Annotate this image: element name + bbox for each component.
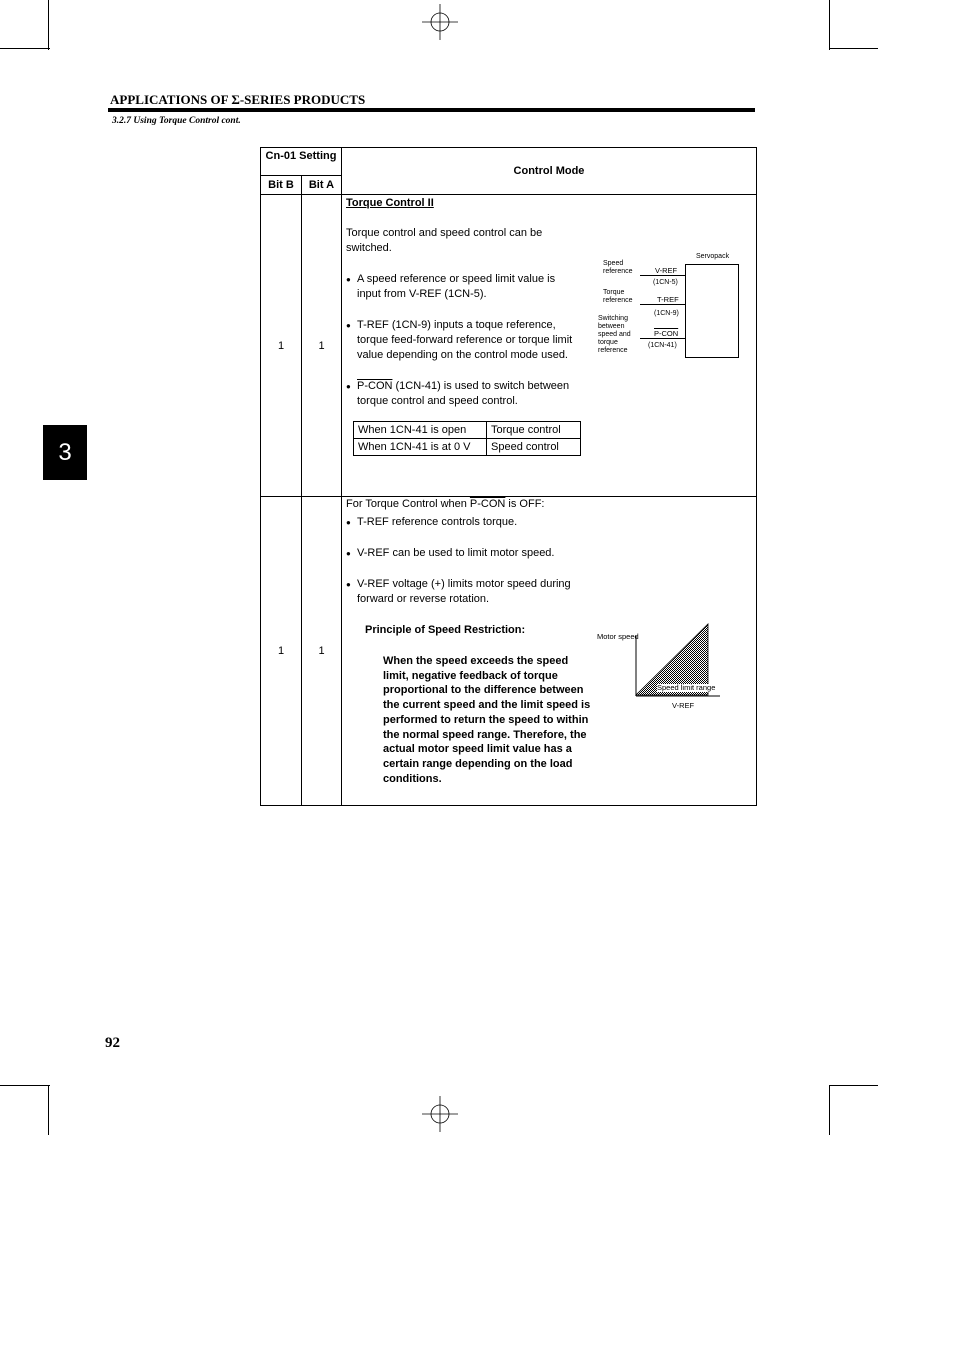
bullet-vref: ● A speed reference or speed limit value is input from V-REF (1CN-5). bbox=[346, 272, 582, 302]
header-control-mode: Control Mode bbox=[342, 148, 757, 195]
pcon-diagram-signal: P-CON bbox=[654, 329, 679, 338]
page-number: 92 bbox=[105, 1035, 120, 1051]
table-row bbox=[261, 195, 757, 497]
principle-text: When the speed exceeds the speed limit, negative feedback of torque proportional to the difference between the current speed and the limit speed is performed to return the speed to within the normal speed range. Therefore, the actual motor speed limit value has a certain range depending on the load conditions. bbox=[383, 655, 591, 785]
switch-mode: Torque control bbox=[487, 422, 581, 439]
mode-intro: Torque control and speed control can be switched. bbox=[346, 227, 543, 254]
tref-line bbox=[640, 304, 685, 305]
header-bit-a: Bit A bbox=[302, 176, 342, 195]
torque-reference-label: Torque reference bbox=[603, 289, 633, 304]
principle-title: Principle of Speed Restriction: bbox=[365, 624, 526, 636]
vref-line bbox=[640, 275, 685, 276]
graph-range-label: Speed limit range bbox=[657, 683, 716, 692]
registration-mark-bottom bbox=[422, 1096, 458, 1132]
torque-intro: For Torque Control when P-CON is OFF: bbox=[346, 498, 545, 510]
mode-heading: Torque Control II bbox=[346, 197, 434, 209]
graph-x-label: V-REF bbox=[672, 701, 695, 710]
row2-bit-a: 1 bbox=[302, 497, 342, 806]
header-bit-b: Bit B bbox=[261, 176, 302, 195]
bullet-tref-torque: ● T-REF reference controls torque. bbox=[346, 515, 586, 530]
tref-pin: (1CN-9) bbox=[654, 310, 679, 317]
row2-bit-b: 1 bbox=[261, 497, 302, 806]
section-title: APPLICATIONS OF Σ-SERIES PRODUCTS bbox=[110, 92, 366, 107]
header-rule bbox=[108, 108, 755, 112]
row1-bit-a: 1 bbox=[302, 195, 342, 497]
pcon-line bbox=[640, 338, 685, 339]
section-subtitle: 3.2.7 Using Torque Control cont. bbox=[112, 116, 241, 126]
registration-mark-top bbox=[422, 4, 458, 40]
bullet-tref: ● T-REF (1CN-9) inputs a toque reference, torque feed-forward reference or torque limit value depending on the control mode used. bbox=[346, 318, 582, 363]
pcon-signal: P-CON bbox=[469, 498, 506, 510]
table-row bbox=[261, 497, 757, 806]
bullet-vref-limit: ● V-REF can be used to limit motor speed. bbox=[346, 546, 586, 561]
row1-bit-b: 1 bbox=[261, 195, 302, 497]
switch-condition: When 1CN-41 is at 0 V bbox=[354, 439, 487, 456]
servopack-label: Servopack bbox=[696, 253, 730, 260]
servopack-diagram bbox=[596, 249, 746, 369]
vref-pin: (1CN-5) bbox=[653, 279, 678, 286]
pcon-signal: P-CON bbox=[357, 380, 393, 392]
table-row bbox=[354, 422, 581, 439]
graph-y-label: Motor speed bbox=[597, 632, 639, 641]
bullet-pcon: ● P-CON (1CN-41) is used to switch between torque control and speed control. bbox=[346, 379, 582, 409]
chapter-tab: 3 bbox=[43, 425, 87, 480]
switching-label: Switching between speed and torque reference bbox=[598, 315, 631, 354]
switch-table bbox=[353, 421, 581, 456]
vref-signal: V-REF bbox=[655, 266, 678, 275]
speed-reference-label: Speed reference bbox=[603, 260, 633, 275]
header-setting: Cn-01 Setting bbox=[261, 148, 342, 176]
switch-mode: Speed control bbox=[487, 439, 581, 456]
pcon-pin: (1CN-41) bbox=[648, 342, 677, 349]
switch-condition: When 1CN-41 is open bbox=[354, 422, 487, 439]
control-mode-table bbox=[260, 147, 757, 806]
servopack-box bbox=[685, 264, 739, 358]
tref-signal: T-REF bbox=[657, 295, 679, 304]
table-row bbox=[354, 439, 581, 456]
bullet-vref-voltage: ● V-REF voltage (+) limits motor speed during forward or reverse rotation. bbox=[346, 577, 586, 607]
